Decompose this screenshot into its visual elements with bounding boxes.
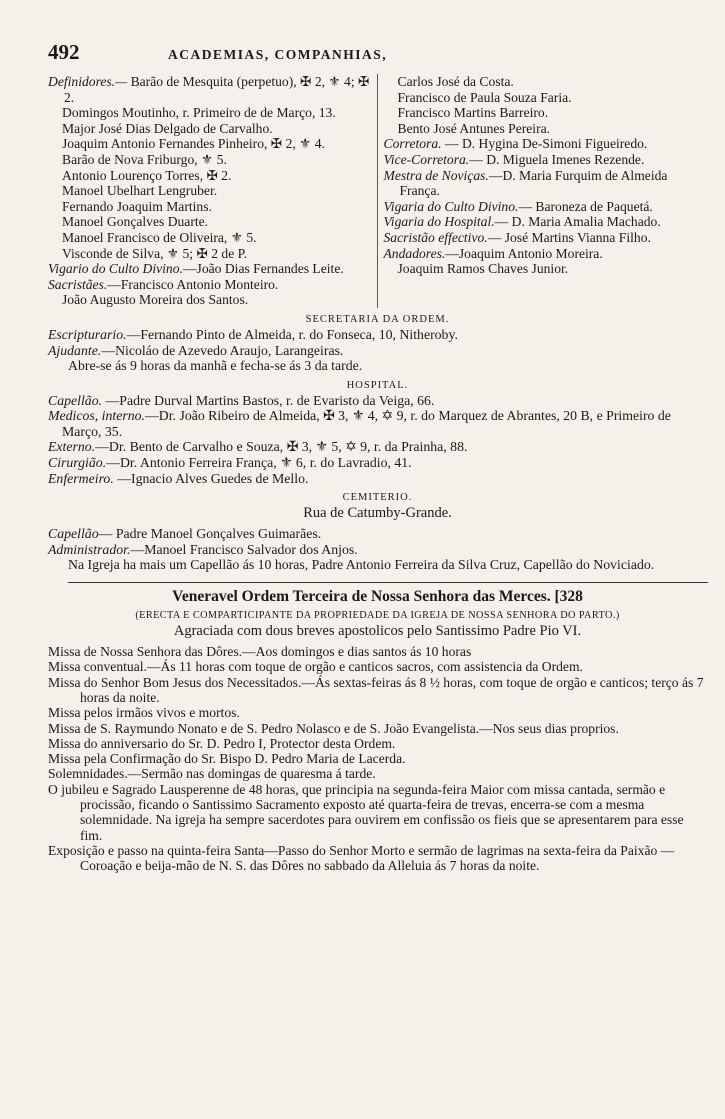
member-entry <box>48 277 372 293</box>
staff-entry-label: Cirurgião. <box>48 455 107 471</box>
secretaria-heading: SECRETARIA DA ORDEM. <box>305 313 450 325</box>
member-entry-text: Joaquim Ramos Chaves Junior. <box>397 261 569 277</box>
mass-schedule-list <box>48 644 707 873</box>
member-entry <box>48 292 372 308</box>
section-title: Veneravel Ordem Terceira de Nossa Senhora das Merces. [328 <box>172 588 583 606</box>
member-entry <box>384 230 708 246</box>
member-entry <box>48 121 372 137</box>
member-entry <box>384 121 708 137</box>
member-entry-text: — D. Maria Amalia Machado. <box>494 214 661 230</box>
member-entry-text: —D. Maria Furquim de Almeida França. <box>399 167 668 199</box>
secretaria-lines <box>48 327 707 358</box>
mass-item: Missa de Nossa Senhora das Dôres.—Aos domingos e dias santos ás 10 horas <box>48 644 472 660</box>
member-entry <box>384 152 708 168</box>
staff-entry <box>48 408 707 439</box>
member-entry-text: Barão de Nova Friburgo, ⚜ 5. <box>62 151 227 167</box>
section-subtitle: (ERECTA E COMPARTICIPANTE DA PROPRIEDADE DA IGREJA DE NOSSA SENHORA DO PARTO.) <box>135 610 620 622</box>
member-entry <box>384 246 708 262</box>
mass-item: Missa do Senhor Bom Jesus dos Necessitados.—Ás sextas-feiras ás 8 ½ horas, com toque de orgão e canticos; terço ás 7 horas da noite. <box>48 674 704 705</box>
staff-entry <box>48 542 707 558</box>
member-entry-label: Mestra de Noviças. <box>383 167 489 183</box>
member-entry-text: Francisco Martins Barreiro. <box>397 105 549 121</box>
staff-entry-text: —Nicoláo de Azevedo Araujo, Larangeiras. <box>101 342 344 358</box>
member-entry <box>48 136 372 152</box>
member-entry <box>384 90 708 106</box>
page-number: 492 <box>48 40 80 64</box>
member-entry-label: Sacristão effectivo. <box>383 229 488 245</box>
mass-item: O jubileu e Sagrado Lausperenne de 48 horas, que principia na segunda-feira Maior com missa cantada, sermão e procissão, ficando o Santissimo Sacramento exposto até quarta-feira de trevas, encerra-se com a mesma solemnidade. Na igreja ha sempre sacerdotes para ouvirem em confissão os fieis que se apresentarem para esse fim. <box>48 781 684 843</box>
member-entry-text: João Augusto Moreira dos Santos. <box>62 292 249 308</box>
member-entry <box>48 105 372 121</box>
member-entry-text: Fernando Joaquim Martins. <box>62 198 212 214</box>
cemiterio-heading: CEMITERIO. <box>342 492 413 504</box>
section-divider <box>68 582 708 583</box>
staff-entry-text: —Ignacio Alves Guedes de Mello. <box>113 470 309 486</box>
member-entry-text: Major José Dias Delgado de Carvalho. <box>62 120 273 136</box>
staff-entry <box>48 526 707 542</box>
page-header <box>48 40 707 74</box>
staff-entry <box>48 439 707 455</box>
mass-item: Solemnidades.—Sermão nas domingas de quaresma á tarde. <box>48 766 376 782</box>
section-intro: Agraciada com dous breves apostolicos pelo Santissimo Padre Pio VI. <box>173 623 582 640</box>
mass-item: Missa de S. Raymundo Nonato e de S. Pedro Nolasco e de S. João Evangelista.—Nos seus dias proprios. <box>48 720 619 736</box>
member-entry-text: Visconde de Silva, ⚜ 5; ✠ 2 de P. <box>62 245 248 261</box>
member-entry <box>384 74 708 90</box>
member-entry-label: Sacristães. <box>48 276 108 292</box>
member-entry-label: Corretora. <box>383 136 442 152</box>
staff-entry-text: —Dr. Antonio Ferreira França, ⚜ 6, r. do Lavradio, 41. <box>106 455 412 471</box>
staff-entry <box>48 327 707 343</box>
staff-entry <box>48 471 707 487</box>
member-entry <box>48 168 372 184</box>
member-entry-text: Manoel Francisco de Oliveira, ⚜ 5. <box>62 229 257 245</box>
staff-entry-label: Externo. <box>48 439 96 455</box>
member-entry-text: Francisco de Paula Souza Faria. <box>397 89 572 105</box>
member-entry <box>48 183 372 199</box>
member-entry <box>384 199 708 215</box>
member-entry-text: — D. Miguela Imenes Rezende. <box>469 151 645 167</box>
member-entry-label: Vigaria do Hospital. <box>383 214 495 230</box>
staff-entry-label: Capellão <box>48 526 99 542</box>
member-entry-text: —João Dias Fernandes Leite. <box>182 261 344 277</box>
member-entry-text: — D. Hygina De-Simoni Figueiredo. <box>441 136 648 152</box>
staff-entry-text: — Padre Manoel Gonçalves Guimarães. <box>98 526 322 542</box>
staff-entry-label: Enfermeiro. <box>48 470 114 486</box>
member-entry-label: Vice-Corretora. <box>383 151 470 167</box>
member-entry-text: — Baroneza de Paquetá. <box>518 198 653 214</box>
member-entry-text: Joaquim Antonio Fernandes Pinheiro, ✠ 2, ⚜ 4. <box>62 136 325 152</box>
member-entry-text: Carlos José da Costa. <box>397 74 514 89</box>
staff-entry-label: Ajudante. <box>48 342 102 358</box>
mass-item: Missa conventual.—Ás 11 horas com toque de orgão e canticos sacros, com assistencia da Ordem. <box>48 659 583 675</box>
member-entry-text: Manoel Ubelhart Lengruber. <box>62 183 218 199</box>
member-entry <box>48 261 372 277</box>
member-entry-text: — José Martins Vianna Filho. <box>487 229 651 245</box>
member-entry <box>384 261 708 277</box>
cemiterio-lines <box>48 526 707 557</box>
staff-entry <box>48 455 707 471</box>
cemiterio-street: Rua de Catumby-Grande. <box>303 505 452 522</box>
member-entry-label: Vigaria do Culto Divino. <box>383 198 519 214</box>
member-entry-label: Vigario do Culto Divino. <box>48 261 183 277</box>
member-entry-label: Andadores. <box>383 245 446 261</box>
member-entry <box>48 152 372 168</box>
member-entry-text: Barão de Mesquita (perpetuo), ✠ 2, ⚜ 4; ✠ 2. <box>64 74 370 105</box>
member-entry-text: Manoel Gonçalves Duarte. <box>62 214 209 230</box>
mass-item: Missa pela Confirmação do Sr. Bispo D. Pedro Maria de Lacerda. <box>48 751 406 767</box>
mass-item: Missa do anniversario do Sr. D. Pedro I, Protector desta Ordem. <box>48 735 396 751</box>
staff-entry-text: —Manoel Francisco Salvador dos Anjos. <box>130 541 358 557</box>
staff-entry-text: —Padre Durval Martins Bastos, r. de Evaristo da Veiga, 66. <box>102 392 435 408</box>
member-entry-text: Bento José Antunes Pereira. <box>397 120 551 136</box>
right-column <box>378 74 708 308</box>
mass-item: Exposição e passo na quinta-feira Santa—Passo do Senhor Morto e sermão de lagrimas na sexta-feira da Paixão — Coroação e beija-mão de N. S. das Dôres no sabbado da Alleluia ás 7 horas da noite. <box>48 842 675 874</box>
member-entry-label: Definidores.— <box>48 74 128 89</box>
staff-entry-label: Escripturario. <box>48 326 127 342</box>
mass-item: Missa pelos irmãos vivos e mortos. <box>48 705 240 721</box>
staff-entry-text: —Dr. Bento de Carvalho e Souza, ✠ 3, ⚜ 5, ✡ 9, r. da Prainha, 88. <box>95 439 468 455</box>
staff-entry-label: Administrador. <box>48 541 131 557</box>
member-entry <box>384 105 708 121</box>
member-entry <box>48 246 372 262</box>
member-entry-text: —Joaquim Antonio Moreira. <box>445 245 603 261</box>
staff-entry <box>48 343 707 359</box>
member-entry-text: —Francisco Antonio Monteiro. <box>107 276 279 292</box>
staff-entry <box>48 393 707 409</box>
member-entry-text: Antonio Lourenço Torres, ✠ 2. <box>62 167 232 183</box>
member-entry <box>48 214 372 230</box>
left-column <box>48 74 378 308</box>
staff-entry-label: Capellão. <box>48 392 103 408</box>
staff-entry-label: Medicos, interno. <box>48 408 145 424</box>
hospital-heading: HOSPITAL. <box>346 379 409 391</box>
hospital-lines <box>48 393 707 487</box>
member-entry <box>48 230 372 246</box>
cemiterio-note: Na Igreja ha mais um Capellão ás 10 horas, Padre Antonio Ferreira da Silva Cruz, Capellão do Noviciado. <box>68 557 655 573</box>
running-title: ACADEMIAS, COMPANHIAS, <box>168 47 388 62</box>
secretaria-hours: Abre-se ás 9 horas da manhã e fecha-se ás 3 da tarde. <box>68 358 363 374</box>
two-column-list <box>48 74 707 308</box>
member-entry-text: Domingos Moutinho, r. Primeiro de de Março, 13. <box>62 105 336 121</box>
member-entry <box>384 136 708 152</box>
member-entry <box>48 74 372 105</box>
member-entry <box>384 214 708 230</box>
member-entry <box>48 199 372 215</box>
staff-entry-text: —Fernando Pinto de Almeida, r. do Fonseca, 10, Nitheroby. <box>126 326 458 342</box>
member-entry <box>384 168 708 199</box>
staff-entry-text: —Dr. João Ribeiro de Almeida, ✠ 3, ⚜ 4, ✡ 9, r. do Marquez de Abrantes, 20 B, e Primeiro de Março, 35. <box>62 408 671 439</box>
